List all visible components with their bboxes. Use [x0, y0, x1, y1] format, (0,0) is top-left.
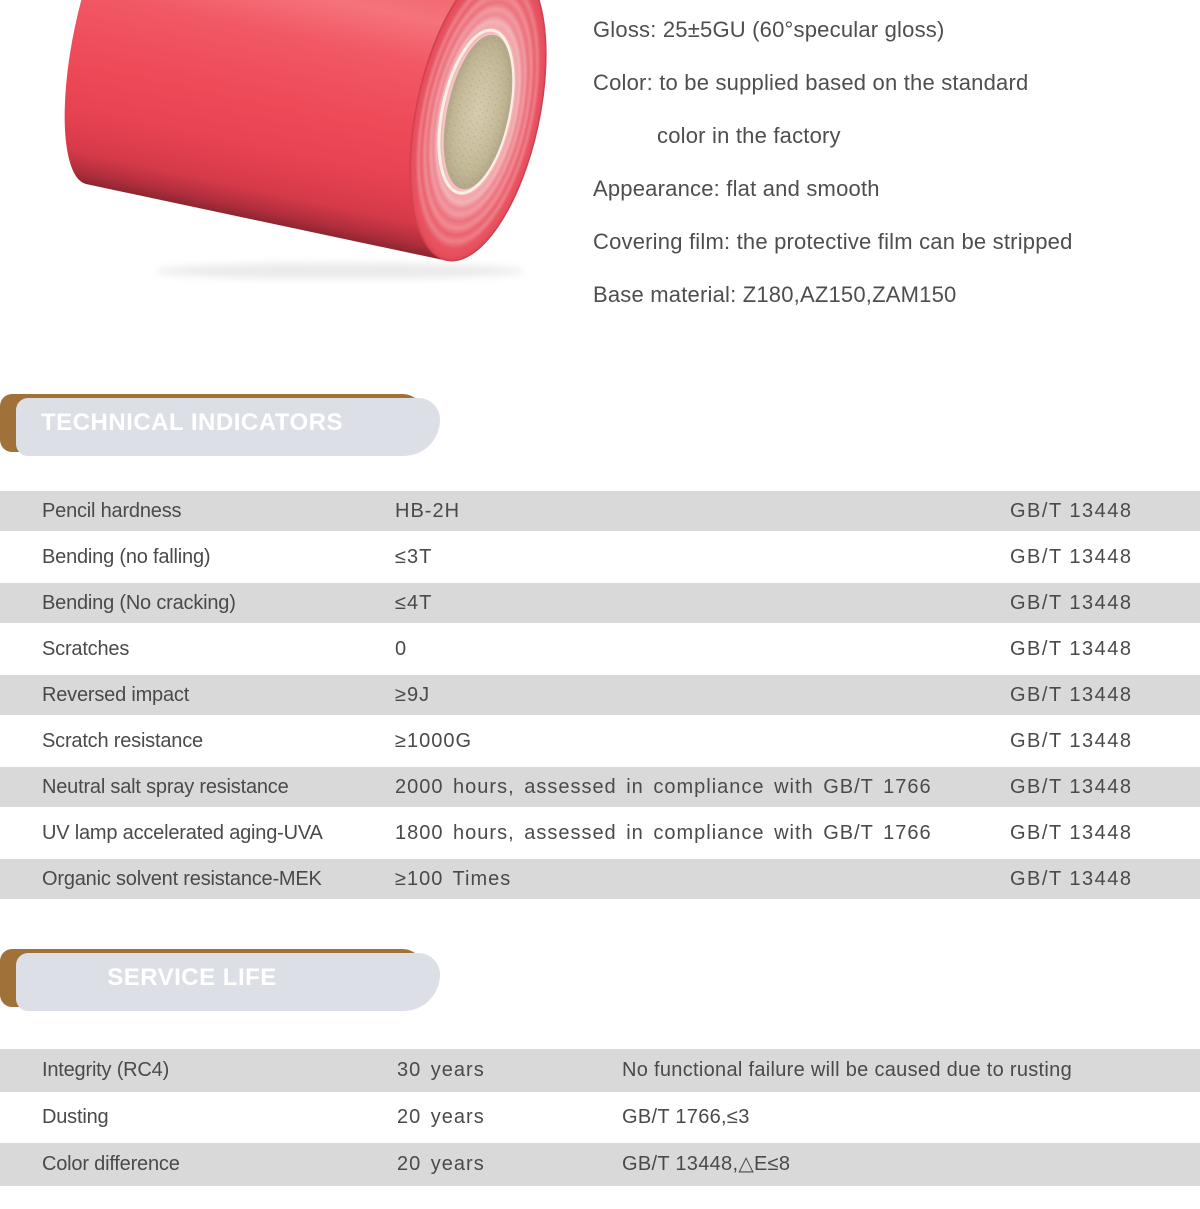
row-label: Reversed impact	[42, 684, 190, 706]
table-row	[0, 672, 1200, 718]
table-row	[0, 534, 1200, 580]
row-standard: GB/T 13448	[1010, 638, 1133, 660]
coil-product-image	[30, 0, 590, 285]
row-value: 0	[395, 638, 408, 660]
table-row	[0, 1047, 1200, 1094]
row-label: UV lamp accelerated aging-UVA	[42, 822, 323, 844]
spec-line-color-cont: color in the factory	[657, 123, 841, 148]
row-standard: GB/T 13448	[1010, 546, 1133, 568]
row-label: Integrity (RC4)	[42, 1059, 170, 1081]
row-standard: GB/T 13448	[1010, 868, 1133, 890]
row-standard: GB/T 13448	[1010, 822, 1133, 844]
row-standard: GB/T 13448	[1010, 500, 1133, 522]
row-label: Pencil hardness	[42, 500, 182, 522]
table-row	[0, 580, 1200, 626]
service-life-table	[0, 1047, 1200, 1188]
table-row	[0, 810, 1200, 856]
row-note: GB/T 1766,≤3	[622, 1106, 750, 1128]
table-row	[0, 764, 1200, 810]
spec-line-base-material: Base material: Z180,AZ150,ZAM150	[593, 282, 957, 307]
row-value: 30 years	[397, 1059, 485, 1081]
section-title: SERVICE LIFE	[107, 964, 277, 991]
row-label: Scratch resistance	[42, 730, 203, 752]
row-label: Neutral salt spray resistance	[42, 776, 289, 798]
row-value: ≥9J	[395, 684, 431, 706]
table-row	[0, 856, 1200, 902]
row-standard: GB/T 13448	[1010, 684, 1133, 706]
row-value: ≤3T	[395, 546, 433, 568]
section-banner-technical-indicators	[0, 394, 424, 452]
table-row	[0, 1094, 1200, 1141]
row-value: ≥1000G	[395, 730, 473, 752]
product-spec-text	[593, 3, 1073, 321]
table-row	[0, 626, 1200, 672]
row-label: Scratches	[42, 638, 130, 660]
row-label: Dusting	[42, 1106, 109, 1128]
row-standard: GB/T 13448	[1010, 730, 1133, 752]
row-value: HB-2H	[395, 500, 461, 522]
section-title: TECHNICAL INDICATORS	[40, 409, 343, 436]
row-label: Organic solvent resistance-MEK	[42, 868, 322, 890]
spec-line-covering-film: Covering film: the protective film can be stripped	[593, 229, 1073, 254]
row-label: Bending (No cracking)	[42, 592, 236, 614]
technical-indicators-table	[0, 488, 1200, 902]
row-value: 20 years	[397, 1106, 485, 1128]
spec-line-appearance: Appearance: flat and smooth	[593, 176, 880, 201]
row-note: No functional failure will be caused due to rusting	[622, 1059, 1072, 1081]
row-value: 2000 hours, assessed in compliance with GB/T 1766	[395, 776, 932, 798]
table-row	[0, 488, 1200, 534]
row-standard: GB/T 13448	[1010, 776, 1133, 798]
row-value: 20 years	[397, 1153, 485, 1175]
row-label: Color difference	[42, 1153, 180, 1175]
row-value: 1800 hours, assessed in compliance with GB/T 1766	[395, 822, 932, 844]
row-note: GB/T 13448,△E≤8	[622, 1153, 791, 1175]
row-label: Bending (no falling)	[42, 546, 211, 568]
row-value: ≤4T	[395, 592, 433, 614]
spec-line-gloss: Gloss: 25±5GU (60°specular gloss)	[593, 17, 945, 42]
spec-line-color: Color: to be supplied based on the standard	[593, 70, 1029, 95]
table-row	[0, 718, 1200, 764]
section-banner-service-life	[0, 949, 424, 1007]
row-standard: GB/T 13448	[1010, 592, 1133, 614]
table-row	[0, 1141, 1200, 1188]
row-value: ≥100 Times	[395, 868, 512, 890]
